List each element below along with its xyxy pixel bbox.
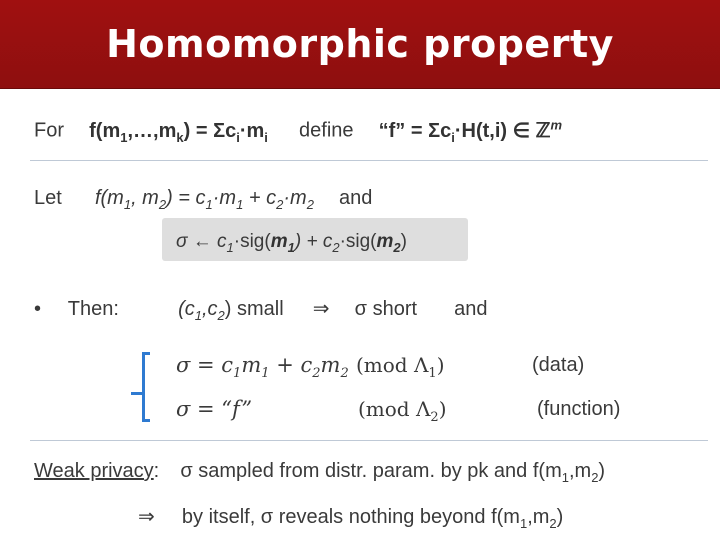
- define-label: define: [299, 119, 354, 142]
- weak-privacy-label: Weak privacy: [34, 460, 154, 482]
- title-bar: [0, 0, 720, 89]
- and-label-2: and: [454, 298, 488, 320]
- let-line: [34, 187, 372, 212]
- function-expression: $f(m_1$, $m_2) = c_1\cdot m_1 + c_2\cdot m_2$: [94, 187, 314, 212]
- bullet-dot: •: [34, 298, 42, 320]
- sigma-short: σ short: [354, 298, 418, 320]
- slide-title: Homomorphic property: [106, 22, 614, 66]
- for-label: For: [34, 119, 64, 142]
- weak-privacy-line: Weak privacy: σ sampled from distr. param. by pk and $f(m_1,m_2)$: [34, 460, 606, 485]
- mod-lambda-1: (mod $\Lambda_1$): [356, 353, 445, 381]
- bullet-line: [34, 296, 488, 323]
- and-label: and: [339, 187, 373, 209]
- f-def: “f” = $\Sigma c_i\cdot H(t,i)$ ∈ ℤ$^m$: [378, 117, 563, 145]
- weak-privacy-text: σ sampled from distr. param. by pk and $f(m_1,m_2)$: [180, 460, 606, 485]
- conclusion-line: [138, 504, 563, 531]
- equation-data: $\sigma = c_1m_1 + c_2m_2$: [176, 353, 349, 382]
- signature-expression: σ ← $c_1\cdot sig(m_1) + c_2\cdot sig(m_2)$: [176, 231, 407, 255]
- definition-line: [34, 117, 562, 145]
- implies-arrow: ⇒: [312, 298, 330, 320]
- bracket-hook: [131, 392, 143, 395]
- tag-data: (data): [532, 354, 585, 376]
- then-label: Then:: [67, 298, 119, 320]
- tag-function: (function): [537, 398, 621, 420]
- implies-arrow-2: ⇒: [138, 506, 155, 528]
- divider-top: [30, 160, 708, 161]
- function-def: $f(m_1,\dots,m_k) = \Sigma c_i\cdot m_i$: [89, 119, 268, 145]
- mod-lambda-2: (mod $\Lambda_2$): [358, 397, 447, 425]
- divider-bottom: [30, 440, 708, 441]
- small-coeffs: $(c_1,c_2)$ small: [178, 298, 284, 323]
- conclusion-text: by itself, σ reveals nothing beyond $f(m_1,m_2)$: [181, 506, 564, 531]
- equation-bracket: [142, 352, 150, 422]
- let-label: Let: [34, 187, 62, 209]
- equation-function: σ = “f”: [176, 397, 253, 421]
